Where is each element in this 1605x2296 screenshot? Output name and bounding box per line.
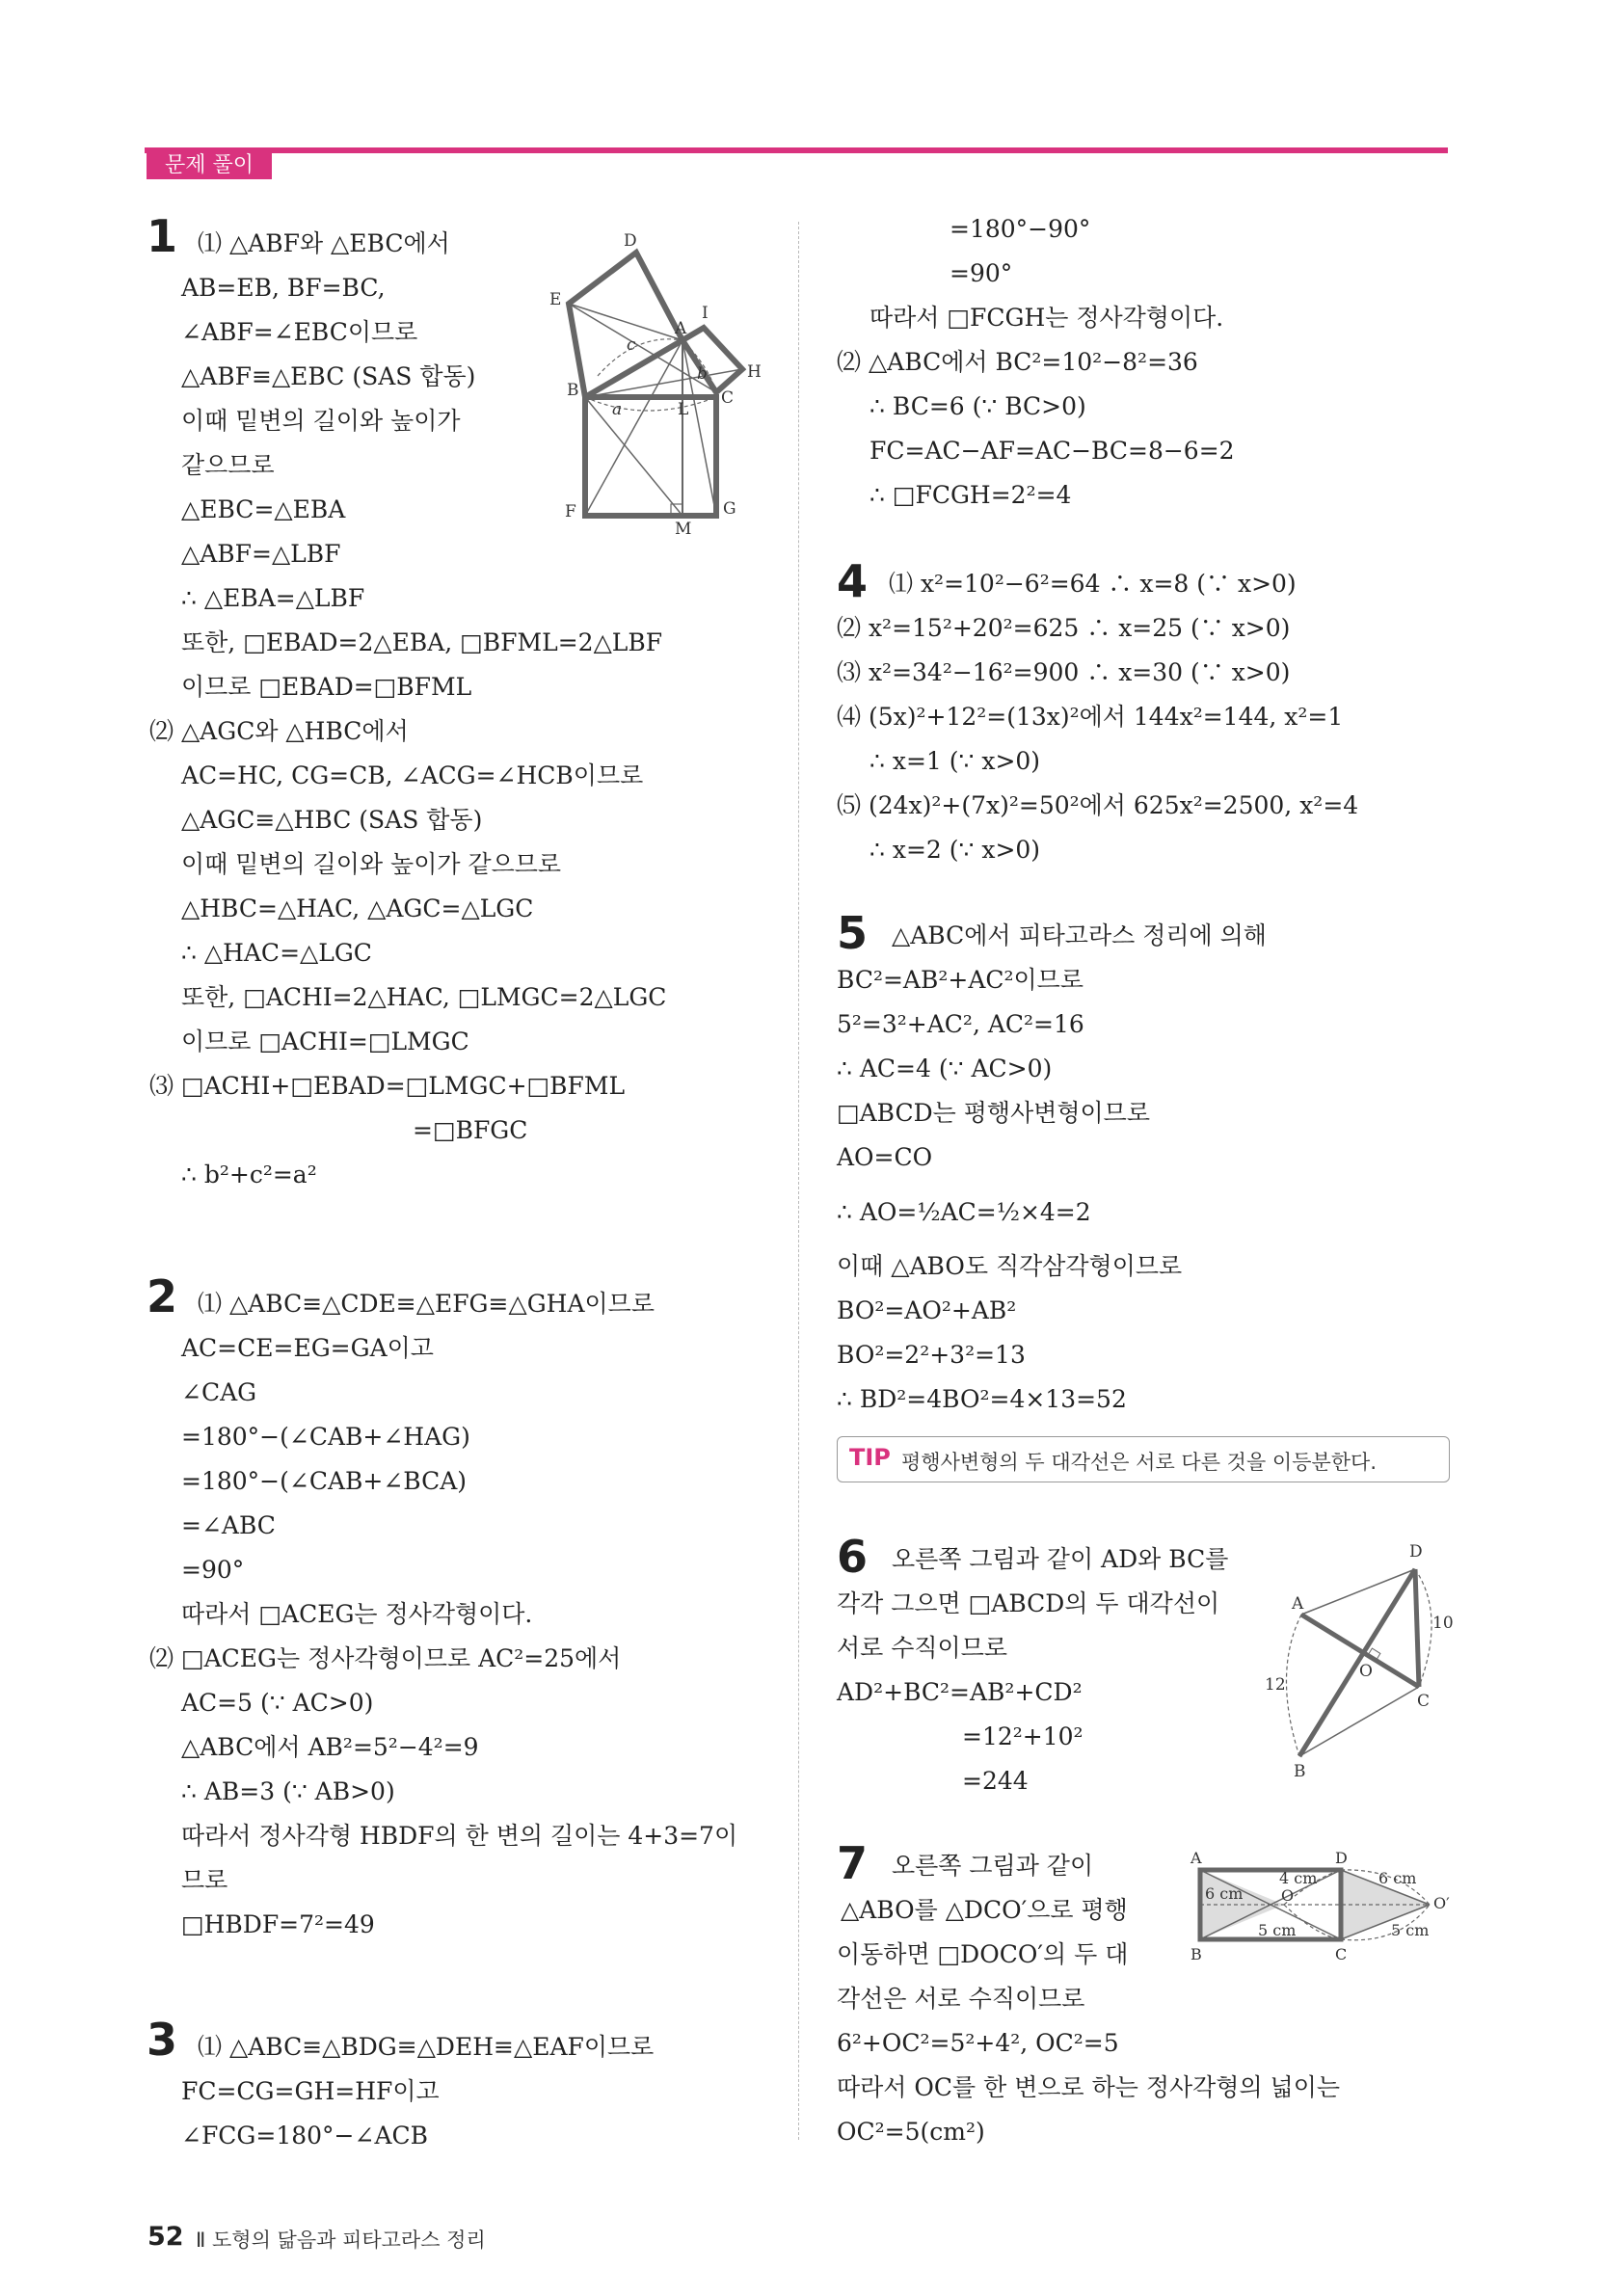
solution-line: ∠CAG bbox=[181, 1378, 257, 1406]
solution-line: ∠ABF=∠EBC이므로 bbox=[181, 318, 418, 346]
solution-line: ∴ b²+c²=a² bbox=[181, 1161, 317, 1188]
solution-line: ⑵ □ACEG는 정사각형이므로 AC²=25에서 bbox=[149, 1644, 622, 1672]
problem-number: 7 bbox=[837, 1837, 869, 1889]
solution-line: ∴ △HAC=△LGC bbox=[181, 939, 372, 967]
solution-line: □ABCD는 평행사변형이므로 bbox=[837, 1099, 1150, 1127]
label-C: C bbox=[721, 388, 735, 408]
solution-line: 5²=3²+AC², AC²=16 bbox=[837, 1010, 1084, 1038]
solution-line: 같으므로 bbox=[181, 451, 275, 479]
solution-line: 이므로 □ACHI=□LMGC bbox=[181, 1028, 469, 1055]
problem-number: 4 bbox=[837, 555, 869, 607]
solution-line: FC=CG=GH=HF이고 bbox=[181, 2077, 440, 2105]
label-b: b bbox=[697, 364, 708, 384]
label-F: F bbox=[565, 502, 576, 521]
solution-line: □HBDF=7²=49 bbox=[181, 1910, 375, 1938]
solution-line: △ABC에서 피타고라스 정리에 의해 bbox=[892, 921, 1267, 949]
solution-line: ⑸ (24x)²+(7x)²=50²에서 625x²=2500, x²=4 bbox=[837, 791, 1359, 819]
solution-line: =∠ABC bbox=[181, 1511, 276, 1539]
label-B: B bbox=[567, 381, 579, 400]
solution-line: =12²+10² bbox=[962, 1722, 1083, 1750]
solution-line: ∴ △EBA=△LBF bbox=[181, 584, 365, 612]
problem-number: 6 bbox=[837, 1531, 869, 1583]
solution-line: ⑵ △ABC에서 BC²=10²−8²=36 bbox=[837, 348, 1198, 376]
solution-line: BO²=2²+3²=13 bbox=[837, 1341, 1026, 1369]
solution-line: ⑵ △AGC와 △HBC에서 bbox=[149, 717, 409, 745]
tip-box bbox=[837, 1436, 1450, 1482]
solution-line: =□BFGC bbox=[413, 1116, 528, 1144]
label-L: L bbox=[678, 400, 689, 419]
chapter-title: Ⅱ 도형의 닮음과 피타고라스 정리 bbox=[196, 2229, 486, 2252]
label-O: O bbox=[1359, 1662, 1373, 1681]
solution-line: ⑴ △ABC≡△BDG≡△DEH≡△EAF이므로 bbox=[198, 2033, 655, 2061]
solution-line: =180°−(∠CAB+∠BCA) bbox=[181, 1467, 468, 1495]
label-D: D bbox=[1335, 1849, 1348, 1867]
label-4cm: 4 cm bbox=[1279, 1869, 1318, 1887]
solution-line: AC=5 (∵ AC>0) bbox=[181, 1689, 374, 1717]
solution-line: ⑴ △ABF와 △EBC에서 bbox=[198, 229, 450, 257]
rectangle-translation-figure bbox=[1181, 1849, 1470, 1979]
solution-line: 이때 밑변의 길이와 높이가 bbox=[181, 407, 461, 435]
solution-line: △ABO를 △DCO′으로 평행 bbox=[841, 1896, 1128, 1924]
solution-line: ∴ AO=½AC=½×4=2 bbox=[837, 1198, 1091, 1226]
label-6cm-right: 6 cm bbox=[1378, 1869, 1417, 1887]
label-6cm-left: 6 cm bbox=[1205, 1884, 1244, 1903]
solution-line: BC²=AB²+AC²이므로 bbox=[837, 966, 1083, 994]
label-M: M bbox=[675, 520, 692, 539]
solution-line: △ABF≡△EBC (SAS 합동) bbox=[181, 362, 476, 390]
solution-line: =180°−(∠CAB+∠HAG) bbox=[181, 1423, 470, 1451]
solution-line: 오른쪽 그림과 같이 bbox=[892, 1852, 1094, 1880]
solution-line: ⑴ x²=10²−6²=64 ∴ x=8 (∵ x>0) bbox=[889, 570, 1297, 598]
solution-line: 이므로 □EBAD=□BFML bbox=[181, 673, 472, 701]
solution-line: =180°−90° bbox=[950, 215, 1091, 243]
label-B: B bbox=[1294, 1762, 1306, 1781]
label-O: O bbox=[1281, 1886, 1295, 1905]
solution-line: =244 bbox=[962, 1767, 1029, 1795]
solution-line: △HBC=△HAC, △AGC=△LGC bbox=[181, 894, 534, 922]
label-O-prime: O′ bbox=[1433, 1894, 1450, 1912]
solution-line: AB=EB, BF=BC, bbox=[181, 274, 386, 302]
label-D: D bbox=[624, 231, 637, 251]
solution-line: 이동하면 □DOCO′의 두 대 bbox=[837, 1940, 1129, 1968]
label-C: C bbox=[1335, 1945, 1348, 1963]
solution-line: BO²=AO²+AB² bbox=[837, 1296, 1017, 1324]
solution-line: 따라서 정사각형 HBDF의 한 변의 길이는 4+3=7이 bbox=[181, 1822, 738, 1850]
problem-number: 3 bbox=[147, 2014, 178, 2066]
solution-line: ⑶ x²=34²−16²=900 ∴ x=30 (∵ x>0) bbox=[837, 658, 1291, 686]
solution-line: ∴ BC=6 (∵ BC>0) bbox=[869, 392, 1086, 420]
label-G: G bbox=[723, 499, 736, 519]
solution-line: 각각 그으면 □ABCD의 두 대각선이 bbox=[837, 1589, 1220, 1617]
label-5cm-left: 5 cm bbox=[1258, 1921, 1297, 1939]
tip-label: TIP bbox=[849, 1444, 891, 1471]
solution-line: ∴ □FCGH=2²=4 bbox=[869, 481, 1072, 509]
solution-line: ⑷ (5x)²+12²=(13x)²에서 144x²=144, x²=1 bbox=[837, 703, 1344, 731]
label-D: D bbox=[1409, 1542, 1423, 1562]
label-A: A bbox=[675, 319, 687, 338]
label-A: A bbox=[1292, 1594, 1304, 1614]
solution-line: 6²+OC²=5²+4², OC²=5 bbox=[837, 2029, 1119, 2057]
solution-line: AC=CE=EG=GA이고 bbox=[181, 1334, 434, 1362]
solution-line: 또한, □EBAD=2△EBA, □BFML=2△LBF bbox=[181, 628, 663, 656]
solution-line: ∴ x=1 (∵ x>0) bbox=[869, 747, 1041, 775]
solution-line: △EBC=△EBA bbox=[181, 495, 346, 523]
solution-line: FC=AC−AF=AC−BC=8−6=2 bbox=[869, 437, 1235, 465]
solution-line: ⑵ x²=15²+20²=625 ∴ x=25 (∵ x>0) bbox=[837, 614, 1291, 642]
problem-number: 2 bbox=[147, 1270, 178, 1322]
page-number: 52 bbox=[147, 2222, 184, 2252]
tip-text: 평행사변형의 두 대각선은 서로 다른 것을 이등분한다. bbox=[901, 1451, 1378, 1474]
header-rule bbox=[145, 147, 1448, 153]
solution-line: ∴ BD²=4BO²=4×13=52 bbox=[837, 1385, 1127, 1413]
solution-line: =90° bbox=[950, 259, 1013, 287]
pythagoras-figure bbox=[540, 231, 771, 540]
solution-line: 오른쪽 그림과 같이 AD와 BC를 bbox=[892, 1545, 1229, 1573]
label-a: a bbox=[612, 400, 623, 419]
solution-line: △AGC≡△HBC (SAS 합동) bbox=[181, 806, 483, 834]
solution-line: 따라서 □FCGH는 정사각형이다. bbox=[869, 304, 1224, 332]
column-divider bbox=[798, 222, 799, 2140]
solution-line: ∴ AC=4 (∵ AC>0) bbox=[837, 1055, 1053, 1082]
solution-line: ∴ x=2 (∵ x>0) bbox=[869, 836, 1041, 864]
solution-line: 따라서 □ACEG는 정사각형이다. bbox=[181, 1600, 533, 1628]
solution-line: 따라서 OC를 한 변으로 하는 정사각형의 넓이는 bbox=[837, 2073, 1341, 2101]
problem-number: 5 bbox=[837, 907, 869, 959]
label-c: c bbox=[627, 335, 636, 355]
solution-line: AC=HC, CG=CB, ∠ACG=∠HCB이므로 bbox=[181, 761, 644, 789]
solution-line: 므로 bbox=[181, 1866, 228, 1894]
label-10: 10 bbox=[1432, 1614, 1454, 1633]
solution-line: 또한, □ACHI=2△HAC, □LMGC=2△LGC bbox=[181, 983, 667, 1011]
solution-line: =90° bbox=[181, 1556, 245, 1584]
section-tag: 문제 풀이 bbox=[147, 152, 272, 179]
label-C: C bbox=[1417, 1692, 1431, 1711]
problem-number: 1 bbox=[147, 210, 178, 262]
solution-line: △ABC에서 AB²=5²−4²=9 bbox=[181, 1733, 479, 1761]
solution-line: ∴ AB=3 (∵ AB>0) bbox=[181, 1777, 395, 1805]
label-12: 12 bbox=[1265, 1675, 1286, 1695]
solution-line: ∠FCG=180°−∠ACB bbox=[181, 2122, 429, 2149]
solution-line: 이때 밑변의 길이와 높이가 같으므로 bbox=[181, 850, 562, 878]
label-H: H bbox=[747, 362, 762, 382]
label-I: I bbox=[702, 304, 709, 323]
label-E: E bbox=[549, 290, 562, 309]
label-B: B bbox=[1190, 1945, 1202, 1963]
solution-line: △ABF=△LBF bbox=[181, 540, 341, 568]
solution-line: OC²=5(cm²) bbox=[837, 2118, 985, 2146]
label-A: A bbox=[1190, 1849, 1202, 1867]
quadrilateral-figure bbox=[1253, 1537, 1465, 1788]
solution-line: ⑴ △ABC≡△CDE≡△EFG≡△GHA이므로 bbox=[198, 1290, 655, 1318]
solution-line: 각선은 서로 수직이므로 bbox=[837, 1985, 1085, 2013]
solution-line: AD²+BC²=AB²+CD² bbox=[837, 1678, 1083, 1706]
label-5cm-right: 5 cm bbox=[1391, 1921, 1430, 1939]
solution-line: AO=CO bbox=[837, 1143, 933, 1171]
solution-line: 서로 수직이므로 bbox=[837, 1634, 1007, 1662]
solution-line: ⑶ □ACHI+□EBAD=□LMGC+□BFML bbox=[149, 1072, 626, 1100]
solution-line: 이때 △ABO도 직각삼각형이므로 bbox=[837, 1252, 1183, 1280]
